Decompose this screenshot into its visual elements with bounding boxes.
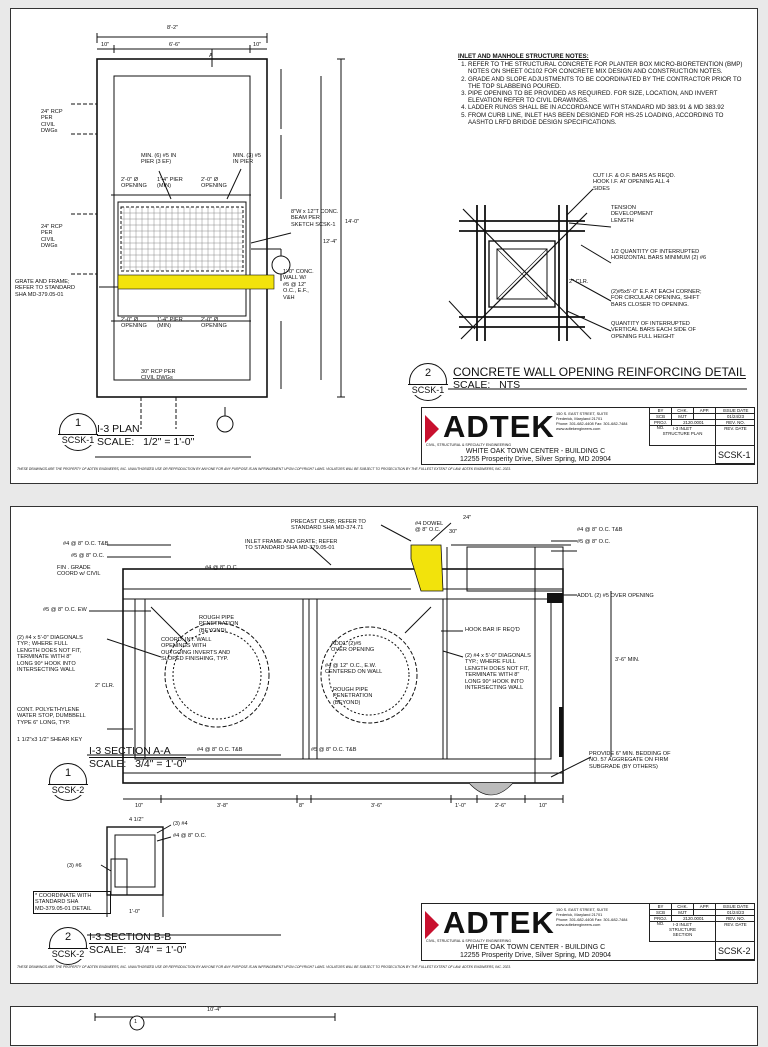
logo-subtitle: CIVIL, STRUCTURAL & SPECIALTY ENGINEERING [426, 443, 512, 447]
dim-label: 14'-0" [345, 219, 360, 225]
detail-note: 2" CLR. [569, 279, 589, 285]
dim-label: 10" [101, 42, 110, 48]
pier-label: 1'-4" PIER (MIN) [157, 177, 183, 190]
hdr-app: APP. [693, 904, 715, 910]
dim-label: 4 1/2" [129, 817, 144, 823]
view-title-text: I-3 SECTION A-A [89, 745, 186, 758]
beam-note: 8"W x 12"T CONC. BEAM PER SKETCH SCSK-1 [291, 209, 339, 228]
curb-note: PRECAST CURB; REFER TO STANDARD SHA MD-374.71 [291, 519, 366, 532]
rebar-note: MIN. (6) #5 IN PIER (3 EF) [141, 153, 177, 166]
by-value: SCB [649, 910, 671, 916]
opening-label: 2'-0" Ø OPENING [201, 177, 227, 190]
detail-note: (2)#5x5'-0" E.F. AT EACH CORNER; FOR CIRCULAR OPENING, SHIFT BARS CLOSER TO OPENING. [611, 289, 702, 308]
hdr-rev: REV. NO. [715, 420, 755, 426]
rebar-note: #4 @ 8" O.C. T&B [197, 747, 243, 753]
project-name: WHITE OAK TOWN CENTER - BUILDING C [465, 448, 606, 455]
view-sheet-ref: SCSK-1 [408, 384, 448, 395]
hdr-issue: ISSUE DATE [715, 904, 755, 910]
disclaimer: THESE DRAWINGS ARE THE PROPERTY OF ADTEK ENGINEERS, INC. UNAUTHORIZED USE OR REPRODUCTION BY ANYONE FOR ANY PURPOSE IS AN INFRINGEMENT UPON COPYRIGHT LAWS. VIOLATORS WILL BE SUBJECT TO PROSECUTION BY THE FULLEST EXTENT OF LAW. ADTEK ENGINEERS, INC. 2023. [17, 965, 512, 969]
rebar-note: #5 @ 8" O.C. EW [43, 607, 87, 613]
notes-list [458, 61, 748, 126]
view-number: 1 [134, 1019, 138, 1025]
detail-note: CUT I.F. & O.F. BARS AS REQD. HOOK I.F. AT OPENING ALL 4 SIDES [593, 173, 676, 192]
hdr-app: APP. [693, 408, 715, 414]
rebar-note: #4 @ 8" O.C. T&B [577, 527, 623, 533]
logo-text: ADTEK [443, 409, 555, 444]
rebar-note: (3) #6 [67, 863, 82, 869]
rebar-note: #4 @ 8" O.C. [205, 565, 239, 571]
logo-triangle-icon [425, 911, 439, 939]
view-number: 2 [424, 367, 432, 379]
view-number: 2 [64, 931, 72, 943]
opening-note: ADD'L (2)#5 OVER OPENING [331, 641, 375, 654]
dowel-note: #4 DOWEL @ 8" O.C. [415, 521, 444, 534]
sheet-number: SCSK-2 [718, 946, 751, 956]
dim-label: 10" [253, 42, 262, 48]
dim-label: 30" [449, 529, 458, 535]
dim-label: 1'-0" [455, 803, 467, 809]
note-item: 5. FROM CURB LINE, INLET HAS BEEN DESIGNED FOR HS-25 LOADING, ACCORDING TO AASHTO LRFD BRIDGE DESIGN SPECIFICATIONS. [468, 112, 748, 126]
logo-subtitle: CIVIL, STRUCTURAL & SPECIALTY ENGINEERING [426, 939, 512, 943]
dim-label: 12'-4" [323, 239, 338, 245]
shear-key-note: 1 1/2"x3 1/2" SHEAR KEY [17, 737, 83, 743]
rcp-label: 24" RCP PER CIVIL DWGs [41, 224, 63, 250]
project-info [422, 448, 649, 464]
dim-label: 6'-6" [169, 42, 181, 48]
view-bubble [49, 927, 87, 965]
chk-value: MJT [671, 414, 693, 420]
dim-label: 1'-0" [129, 909, 141, 915]
hdr-revdate: REV. DATE [715, 922, 755, 942]
dim-label: 2'-6" [495, 803, 507, 809]
pier-label: 1'-4" PIER (MIN) [157, 317, 183, 330]
opening-label: 2'-0" Ø OPENING [121, 177, 147, 190]
by-value: SCB [649, 414, 671, 420]
drawing-sheet-scsk2 [10, 506, 758, 984]
disclaimer: THESE DRAWINGS ARE THE PROPERTY OF ADTEK ENGINEERS, INC. UNAUTHORIZED USE OR REPRODUCTION BY ANYONE FOR ANY PURPOSE IS AN INFRINGEMENT UPON COPYRIGHT LAWS. VIOLATORS WILL BE SUBJECT TO PROSECUTION BY THE FULLEST EXTENT OF LAW. ADTEK ENGINEERS, INC. 2023. [17, 467, 512, 471]
sheet-number: SCSK-1 [718, 450, 751, 460]
note-item: 4. LADDER RUNGS SHALL BE IN ACCORDANCE WITH STANDARD MD 383.91 & MD 383.92 [468, 104, 748, 111]
rebar-note: #4 @ 12" O.C., E.W. CENTERED ON WALL [325, 663, 383, 676]
opening-label: 2'-0" Ø OPENING [201, 317, 227, 330]
logo-text: ADTEK [443, 905, 555, 940]
issue-date: 01/24/23 [715, 414, 755, 420]
drawing-sheet-scsk1 [10, 8, 758, 484]
detail-note: TENSION DEVELOPMENT LENGTH [611, 205, 654, 224]
rebar-note: #5 @ 8" O.C. T&B [311, 747, 357, 753]
detail-note: QUANTITY OF INTERRUPTED VERTICAL BARS EACH SIDE OF OPENING FULL HEIGHT [611, 321, 696, 340]
view-title [453, 366, 746, 391]
scale-label: SCALE: [453, 379, 491, 391]
view-bubble [409, 363, 447, 401]
scale-value: 1/2" = 1'-0" [143, 436, 195, 448]
dim-label: 10" [135, 803, 144, 809]
firm-address: 150 S. EAST STREET, SUITE Frederick, Maryland 21701 Phone: 301-682-4408 Fax: 301-682-7484 www.adtekengineers.com [556, 907, 628, 927]
waterstop-note: CONT. POLYETHYLENE WATER STOP, DUMBBELL TYPE 6" LONG, TYP. [17, 707, 86, 726]
logo-triangle-icon [425, 415, 439, 443]
note-item: 2. GRADE AND SLOPE ADJUSTMENTS TO BE COORDINATED BY THE CONTRACTOR PRIOR TO THE TOP SLABBEING POURED. [468, 76, 748, 90]
hdr-revdate: REV. DATE [715, 426, 755, 446]
title-block [421, 903, 755, 961]
bedding-note: PROVIDE 6" MIN. BEDDING OF NO. 57 AGGREGATE ON FIRM SUBGRADE (BY OTHERS) [589, 751, 671, 770]
view-number: 1 [64, 767, 72, 779]
hdr-by: BY [649, 408, 671, 414]
project-name: WHITE OAK TOWN CENTER - BUILDING C [465, 944, 606, 951]
scale-value: 3/4" = 1'-0" [135, 944, 187, 956]
view-title [89, 931, 186, 956]
hdr-proj: PROJ. NO. [649, 420, 671, 426]
coord-note: COORD. INT. WALL OPENINGS WITH OUTGOING INVERTS AND SLOPED FINISHING, TYP. [161, 637, 231, 663]
title-block [421, 407, 755, 465]
proj-no: 2120.0001 [671, 916, 715, 922]
inlet-note: INLET FRAME AND GRATE; REFER TO STANDARD SHA MD-379.05-01 [245, 539, 338, 552]
project-location: 12255 Prosperity Drive, Silver Spring, MD 20904 [460, 952, 611, 959]
notes-title: INLET AND MANHOLE STRUCTURE NOTES: [458, 53, 589, 60]
view-title-text: I-3 SECTION B-B [89, 931, 186, 944]
chk-value: MJT [671, 910, 693, 916]
view-title-text: CONCRETE WALL OPENING REINFORCING DETAIL [453, 365, 746, 379]
scale-label: SCALE: [89, 944, 127, 956]
opening-note: ADD'L (2) #5 OVER OPENING [577, 593, 654, 599]
hdr-proj: PROJ. NO. [649, 916, 671, 922]
dim-label: 10'-4" [207, 1007, 222, 1013]
sheet-desc: I-3 INLET STRUCTURE PLAN [649, 426, 715, 446]
view-title-text: I-3 PLAN [97, 423, 194, 436]
rcp-label: 30" RCP PER CIVIL DWGs [141, 369, 176, 382]
wall-note: 1'-0" CONC. WALL W/ #5 @ 12" O.C., E.F., V&H [283, 269, 314, 301]
hdr-by: BY [649, 904, 671, 910]
view-title [89, 745, 186, 770]
dim-label: 3'-6" [371, 803, 383, 809]
view-title [97, 423, 194, 448]
rebar-note: (3) #4 [173, 821, 188, 827]
view-bubble [59, 413, 97, 451]
view-sheet-ref: SCSK-1 [58, 434, 98, 445]
scale-value: NTS [499, 379, 521, 391]
rebar-note: #4 @ 8" O.C. [173, 833, 207, 839]
scale-label: SCALE: [89, 758, 127, 770]
note-item: 3. PIPE OPENING TO BE PROVIDED AS REQUIRED. FOR SIZE, LOCATION, AND INVERT ELEVATION REFER TO CIVIL DRAWINGS. [468, 90, 748, 104]
penetration-note: ROUGH PIPE PENETRATION (BEYOND) [333, 687, 373, 706]
penetration-note: ROUGH PIPE PENETRATION (BEYOND) [199, 615, 239, 634]
scale-value: 3/4" = 1'-0" [135, 758, 187, 770]
detail-note: 1/2 QUANTITY OF INTERRUPTED HORIZONTAL BARS MINIMUM (2) #6 [611, 249, 707, 262]
coordinate-note: * COORDINATE WITH STANDARD SHA MD-379.05-01 DETAIL [33, 891, 111, 914]
dim-label: 8'-2" [167, 25, 179, 31]
rebar-note: #5 @ 8" O.C. [71, 553, 105, 559]
hdr-rev: REV. NO. [715, 916, 755, 922]
drawing-sheet-partial [10, 1006, 758, 1046]
dim-label: 8" [299, 803, 305, 809]
opening-label: 2'-0" Ø OPENING [121, 317, 147, 330]
adtek-logo [425, 907, 555, 947]
note-item: 1. REFER TO THE STRUCTURAL CONCRETE FOR PLANTER BOX MICRO-BIORETENTION (BMP) NOTES ON SHEET 0C102 FOR CONCRETE MIX DESIGN AND CONSTRUCTION NOTES. [468, 61, 748, 75]
view-sheet-ref: SCSK-2 [48, 784, 88, 795]
scale-label: SCALE: [97, 436, 135, 448]
diagonal-note: (2) #4 x 5'-0" DIAGONALS TYP.; WHERE FULL LENGTH DOES NOT FIT, TERMINATE WITH 8" LONG 90° HOOK INTO INTERSECTING WALL [465, 653, 531, 692]
clear-note: 2" CLR. [95, 683, 115, 689]
section-cut-label: A [209, 53, 213, 59]
dim-label: 24" [463, 515, 472, 521]
rebar-note: MIN. (3) #5 IN PIER [233, 153, 261, 166]
view-sheet-ref: SCSK-2 [48, 948, 88, 959]
dim-label: 10" [539, 803, 548, 809]
grade-note: FIN . GRADE COORD w/ CIVIL [57, 565, 101, 578]
hdr-issue: ISSUE DATE [715, 408, 755, 414]
rebar-note: #5 @ 8" O.C. [577, 539, 611, 545]
project-info [422, 944, 649, 960]
hdr-chk: CHK. [671, 904, 693, 910]
rcp-label: 24" RCP PER CIVIL DWGs [41, 109, 63, 135]
hdr-chk: CHK. [671, 408, 693, 414]
inlet-notes [458, 53, 748, 126]
project-location: 12255 Prosperity Drive, Silver Spring, MD 20904 [460, 456, 611, 463]
dim-label: 3'-8" [217, 803, 229, 809]
dim-label: 3'-6" MIN. [615, 657, 640, 663]
rebar-note: #4 @ 8" O.C. T&B [63, 541, 109, 547]
view-number: 1 [74, 417, 82, 429]
adtek-logo [425, 411, 555, 451]
hook-note: HOOK BAR IF REQ'D [465, 627, 520, 633]
diagonal-note: (2) #4 x 5'-0" DIAGONALS TYP.; WHERE FULL LENGTH DOES NOT FIT, TERMINATE WITH 8" LONG 90° HOOK INTO INTERSECTING WALL [17, 635, 83, 674]
sheet-desc: I-3 INLET STRUCTURE SECTION [649, 922, 715, 942]
issue-date: 01/24/23 [715, 910, 755, 916]
proj-no: 2120.0001 [671, 420, 715, 426]
grate-note: GRATE AND FRAME; REFER TO STANDARD SHA MD-379.05-01 [15, 279, 75, 298]
partial-drawing [11, 1007, 759, 1047]
view-bubble [49, 763, 87, 801]
firm-address: 150 S. EAST STREET, SUITE Frederick, Maryland 21701 Phone: 301-682-4408 Fax: 301-682-7484 www.adtekengineers.com [556, 411, 628, 431]
